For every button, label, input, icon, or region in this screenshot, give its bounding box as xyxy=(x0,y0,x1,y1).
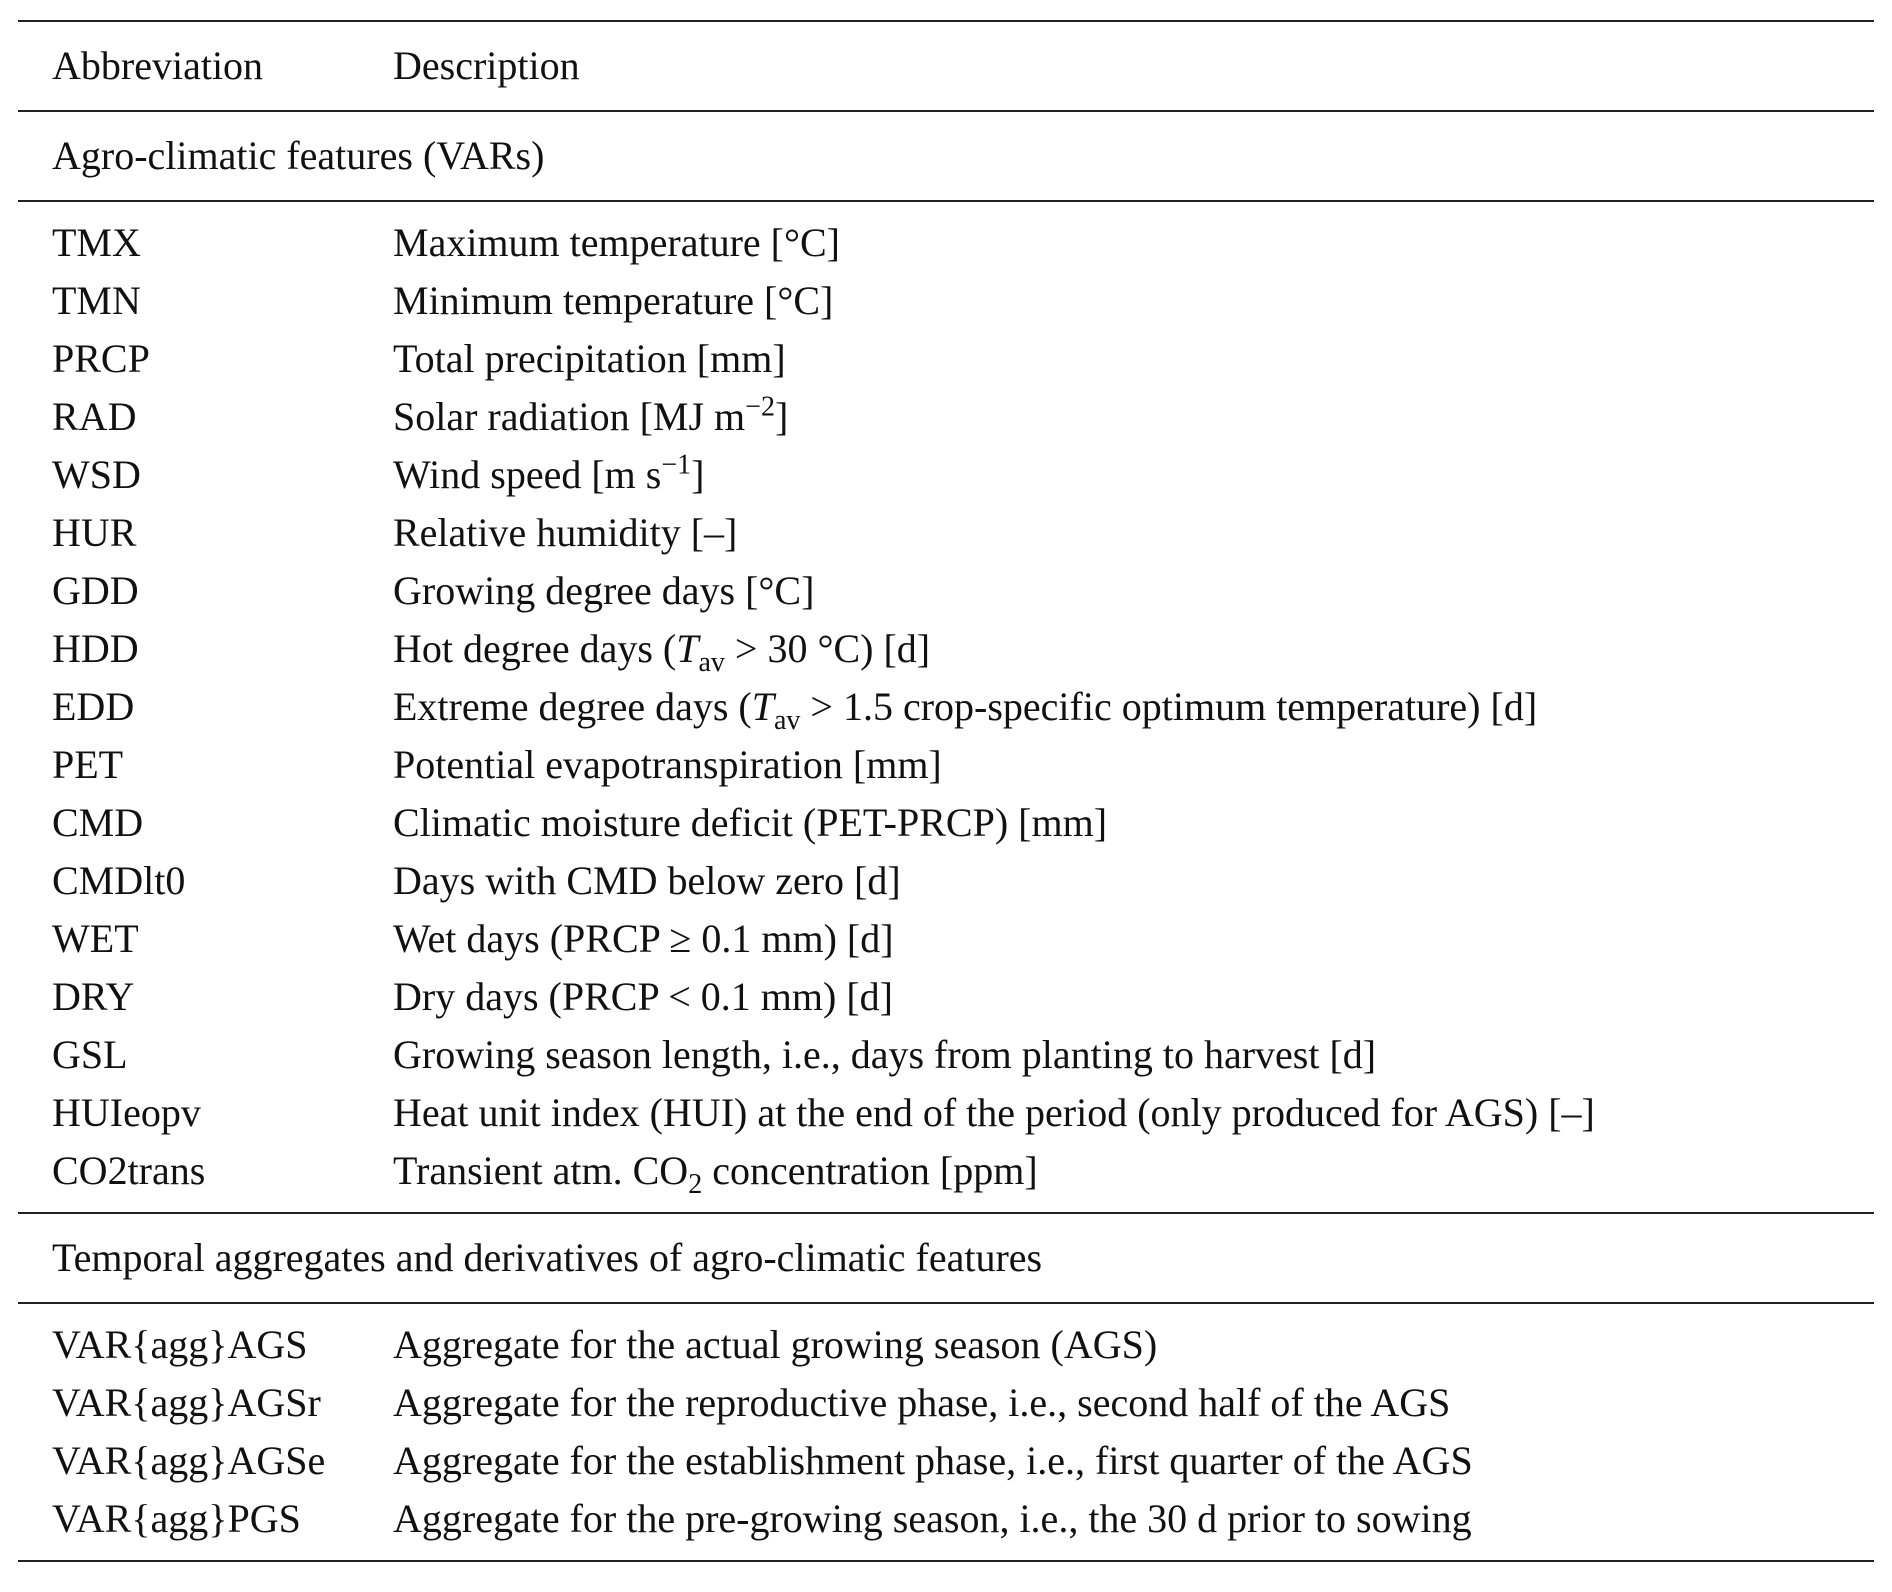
table-row xyxy=(18,562,1874,620)
desc-cell xyxy=(393,1142,1874,1200)
abbr-cell: GSL xyxy=(52,1032,128,1077)
table-row xyxy=(18,388,1874,446)
desc-superscript: −2 xyxy=(745,391,775,423)
table-row xyxy=(18,794,1874,852)
table-row xyxy=(18,446,1874,504)
desc-cell: Potential evapotranspiration [mm] xyxy=(393,742,942,787)
desc-cell: Aggregate for the reproductive phase, i.e., second half of the AGS xyxy=(393,1380,1451,1425)
table-row xyxy=(18,620,1874,678)
desc-cell: Wet days (PRCP ≥ 0.1 mm) [d] xyxy=(393,916,894,961)
section-temporal-aggregates-body xyxy=(18,1304,1874,1560)
desc-cell: Heat unit index (HUI) at the end of the period (only produced for AGS) [–] xyxy=(393,1090,1595,1135)
desc-cell: Aggregate for the actual growing season (AGS) xyxy=(393,1322,1158,1367)
desc-text: Wind speed [m s xyxy=(393,452,662,497)
desc-cell xyxy=(393,446,1874,504)
abbr-cell: VAR{agg}AGSe xyxy=(52,1438,326,1483)
desc-cell: Relative humidity [–] xyxy=(393,510,738,555)
table-row xyxy=(18,1432,1874,1490)
desc-text: > 1.5 crop-specific optimum temperature) [d] xyxy=(800,684,1538,729)
desc-cell: Growing season length, i.e., days from planting to harvest [d] xyxy=(393,1032,1377,1077)
abbr-cell: CO2trans xyxy=(52,1148,206,1193)
table-row xyxy=(18,272,1874,330)
abbr-cell: HDD xyxy=(52,626,139,671)
header-description: Description xyxy=(393,43,580,88)
abbr-cell: VAR{agg}AGSr xyxy=(52,1380,321,1425)
abbr-cell: HUIeopv xyxy=(52,1090,201,1135)
abbr-cell: VAR{agg}PGS xyxy=(52,1496,301,1541)
abbr-cell: CMDlt0 xyxy=(52,858,186,903)
desc-cell xyxy=(393,620,1874,678)
table-row xyxy=(18,504,1874,562)
desc-variable: T xyxy=(676,626,699,671)
desc-text: Transient atm. CO xyxy=(393,1148,689,1193)
abbr-cell: GDD xyxy=(52,568,139,613)
desc-cell xyxy=(393,678,1874,736)
table-row xyxy=(18,214,1874,272)
table-row xyxy=(18,330,1874,388)
abbr-cell: EDD xyxy=(52,684,135,729)
abbr-cell: PRCP xyxy=(52,336,150,381)
section-title-agro-climatic: Agro-climatic features (VARs) xyxy=(52,133,545,178)
desc-cell: Aggregate for the establishment phase, i.e., first quarter of the AGS xyxy=(393,1438,1473,1483)
desc-text: ] xyxy=(774,394,789,439)
abbreviation-table xyxy=(18,20,1874,1562)
table-row xyxy=(18,1026,1874,1084)
desc-text: concentration [ppm] xyxy=(702,1148,1038,1193)
desc-text: Hot degree days ( xyxy=(393,626,677,671)
header-abbreviation: Abbreviation xyxy=(52,43,264,88)
abbr-cell: RAD xyxy=(52,394,137,439)
desc-text: ] xyxy=(691,452,705,497)
abbr-cell: TMN xyxy=(52,278,141,323)
desc-subscript: 2 xyxy=(688,1169,703,1200)
desc-cell: Dry days (PRCP < 0.1 mm) [d] xyxy=(393,974,893,1019)
table-header xyxy=(18,22,1874,110)
abbr-cell: CMD xyxy=(52,800,144,845)
table-row xyxy=(18,1084,1874,1142)
desc-cell: Days with CMD below zero [d] xyxy=(393,858,901,903)
abbr-cell: HUR xyxy=(52,510,137,555)
desc-variable: T xyxy=(751,684,774,729)
desc-text: Solar radiation [MJ m xyxy=(393,394,746,439)
desc-text: Extreme degree days ( xyxy=(393,684,752,729)
table-row xyxy=(18,968,1874,1026)
desc-cell: Minimum temperature [°C] xyxy=(393,278,834,323)
abbr-cell: PET xyxy=(52,742,124,787)
desc-cell xyxy=(393,388,1874,446)
abbr-cell: TMX xyxy=(52,220,141,265)
desc-cell: Total precipitation [mm] xyxy=(393,336,786,381)
table-row xyxy=(18,678,1874,736)
abbr-cell: WET xyxy=(52,916,139,961)
abbr-cell: DRY xyxy=(52,974,135,1019)
desc-subscript: av xyxy=(773,705,801,736)
table-row xyxy=(18,1142,1874,1200)
table-row xyxy=(18,910,1874,968)
abbr-cell: WSD xyxy=(52,452,141,497)
desc-cell: Climatic moisture deficit (PET-PRCP) [mm] xyxy=(393,800,1108,845)
section-agro-climatic-body xyxy=(18,202,1874,1212)
desc-cell: Growing degree days [°C] xyxy=(393,568,815,613)
section-title-temporal-aggregates: Temporal aggregates and derivatives of agro-climatic features xyxy=(52,1235,1043,1280)
desc-cell: Maximum temperature [°C] xyxy=(393,220,840,265)
bottom-rule xyxy=(18,1560,1874,1562)
desc-text: > 30 °C) [d] xyxy=(724,626,931,671)
table-row xyxy=(18,852,1874,910)
table-row xyxy=(18,1374,1874,1432)
abbr-cell: VAR{agg}AGS xyxy=(52,1322,308,1367)
desc-subscript: av xyxy=(698,647,725,678)
table-row xyxy=(18,736,1874,794)
desc-cell: Aggregate for the pre-growing season, i.e., the 30 d prior to sowing xyxy=(393,1496,1472,1541)
table-row xyxy=(18,1316,1874,1374)
table-row xyxy=(18,1490,1874,1548)
desc-superscript: −1 xyxy=(661,449,692,481)
